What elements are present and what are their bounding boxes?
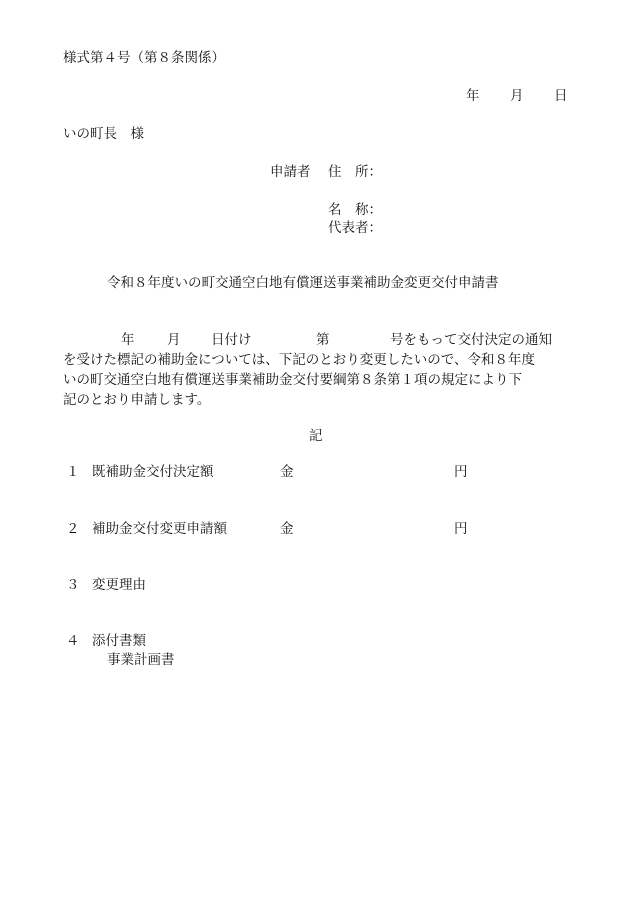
item-2-label: 補助金交付変更申請額 bbox=[92, 521, 227, 537]
body-dai: 第 bbox=[316, 332, 330, 348]
item-3-label: 変更理由 bbox=[92, 577, 146, 593]
address-label: 住 所： bbox=[328, 164, 382, 180]
item-4-attachment: 事業計画書 bbox=[107, 652, 175, 668]
body-line4: 記のとおり申請します。 bbox=[63, 392, 211, 408]
form-number: 様式第４号（第８条関係） bbox=[63, 50, 225, 66]
item-2-kin: 金 bbox=[280, 521, 294, 537]
date-day: 日 bbox=[554, 88, 568, 104]
item-4-number: ４ bbox=[66, 633, 80, 649]
body-line2: を受けた標記の補助金については、下記のとおり変更したいので、令和８年度 bbox=[63, 352, 535, 368]
item-4-label: 添付書類 bbox=[92, 633, 146, 649]
item-1-yen: 円 bbox=[454, 464, 468, 480]
body-dated: 日付け bbox=[211, 332, 252, 348]
ki-heading: 記 bbox=[309, 428, 323, 444]
representative-label: 代表者： bbox=[328, 220, 382, 236]
body-year: 年 bbox=[121, 332, 135, 348]
date-year: 年 bbox=[466, 88, 480, 104]
item-1-kin: 金 bbox=[280, 464, 294, 480]
item-1-number: １ bbox=[66, 464, 80, 480]
date-month: 月 bbox=[510, 88, 524, 104]
document-title: 令和８年度いの町交通空白地有償運送事業補助金変更交付申請書 bbox=[107, 275, 499, 291]
item-1-label: 既補助金交付決定額 bbox=[92, 464, 214, 480]
item-2-yen: 円 bbox=[454, 521, 468, 537]
applicant-label: 申請者 bbox=[270, 164, 311, 180]
item-2-number: ２ bbox=[66, 521, 80, 537]
body-line3: いの町交通空白地有償運送事業補助金交付要綱第８条第１項の規定により下 bbox=[63, 372, 522, 388]
addressee: いの町長 様 bbox=[63, 126, 144, 142]
body-line1-rest: 号をもって交付決定の通知 bbox=[390, 332, 552, 348]
item-3-number: ３ bbox=[66, 577, 80, 593]
body-month: 月 bbox=[167, 332, 181, 348]
name-label: 名 称： bbox=[328, 202, 382, 218]
